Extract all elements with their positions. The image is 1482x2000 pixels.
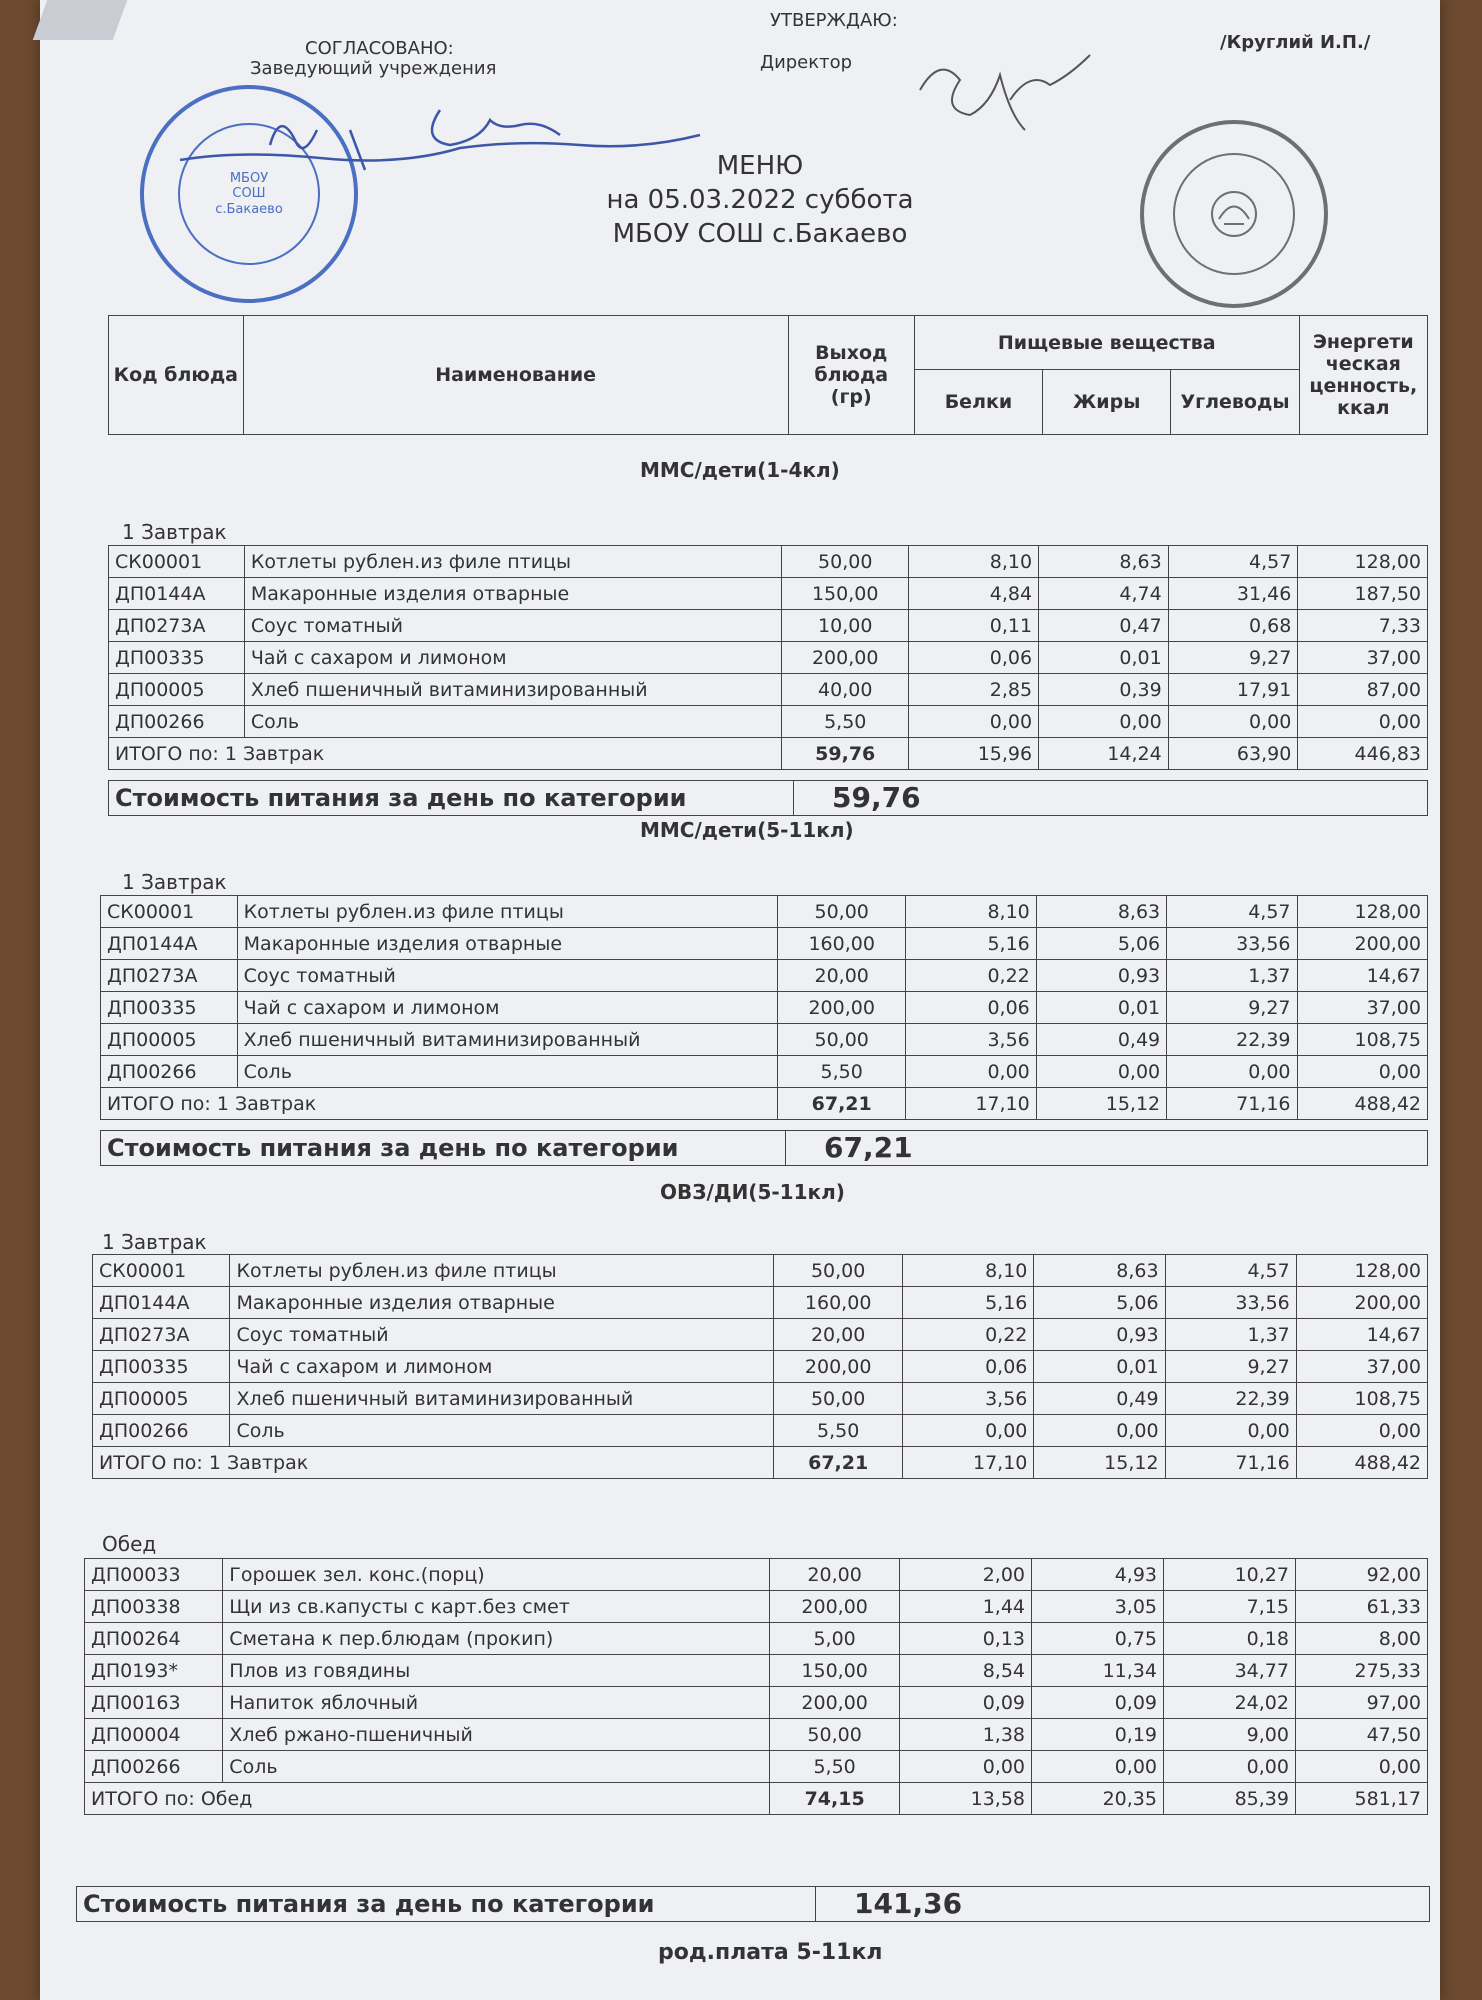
dish-name: Макаронные изделия отварные	[244, 578, 781, 610]
dish-code: ДП00005	[93, 1383, 230, 1415]
dish-fat: 0,01	[1034, 1351, 1165, 1383]
dish-code: ДП00005	[101, 1024, 238, 1056]
table-row	[101, 1056, 1428, 1088]
dish-energy: 14,67	[1296, 1319, 1427, 1351]
dish-fat: 0,09	[1032, 1687, 1164, 1719]
menu-table-section-3-lunch	[84, 1558, 1428, 1815]
dish-carbs: 9,27	[1165, 1351, 1296, 1383]
total-output: 59,76	[781, 738, 909, 770]
dish-name: Плов из говядины	[223, 1655, 770, 1687]
dish-output: 50,00	[778, 896, 906, 928]
meal-title: 1 Завтрак	[122, 520, 227, 544]
dish-output: 200,00	[778, 992, 906, 1024]
dish-name: Щи из св.капусты с карт.без смет	[223, 1591, 770, 1623]
total-row	[93, 1447, 1428, 1479]
table-row	[109, 546, 1428, 578]
dish-energy: 128,00	[1298, 546, 1428, 578]
table-row	[93, 1351, 1428, 1383]
dish-fat: 0,49	[1036, 1024, 1166, 1056]
table-row	[85, 1559, 1428, 1591]
table-row	[109, 578, 1428, 610]
dish-output: 200,00	[781, 642, 909, 674]
dish-name: Хлеб ржано-пшеничный	[223, 1719, 770, 1751]
dish-code: ДП0193*	[85, 1655, 223, 1687]
table-row	[93, 1383, 1428, 1415]
table-row	[101, 992, 1428, 1024]
dish-code: СК00001	[109, 546, 245, 578]
total-label: ИТОГО по: Обед	[85, 1783, 770, 1815]
dish-energy: 37,00	[1297, 992, 1427, 1024]
dish-output: 150,00	[770, 1655, 900, 1687]
dish-fat: 0,39	[1039, 674, 1169, 706]
table-row	[93, 1319, 1428, 1351]
dish-fat: 8,63	[1034, 1255, 1165, 1287]
dish-carbs: 33,56	[1167, 928, 1297, 960]
dish-output: 50,00	[781, 546, 909, 578]
table-row	[93, 1287, 1428, 1319]
approved-left-position: Заведующий учреждения	[250, 58, 497, 79]
table-row	[85, 1623, 1428, 1655]
dish-code: ДП00163	[85, 1687, 223, 1719]
dish-name: Соус томатный	[237, 960, 777, 992]
approved-left-label: СОГЛАСОВАНО:	[305, 38, 454, 59]
meal-title: 1 Завтрак	[102, 1230, 207, 1254]
dish-output: 20,00	[774, 1319, 903, 1351]
total-label: ИТОГО по: 1 Завтрак	[101, 1088, 778, 1120]
dish-carbs: 0,18	[1164, 1623, 1296, 1655]
menu-table-section-1	[108, 545, 1428, 770]
table-row	[85, 1687, 1428, 1719]
dish-protein: 0,00	[900, 1751, 1032, 1783]
dish-name: Горошек зел. конс.(порц)	[223, 1559, 770, 1591]
dish-carbs: 22,39	[1165, 1383, 1296, 1415]
dish-carbs: 9,27	[1168, 642, 1298, 674]
dish-carbs: 4,57	[1167, 896, 1297, 928]
dish-protein: 1,44	[900, 1591, 1032, 1623]
dish-fat: 8,63	[1036, 896, 1166, 928]
dish-energy: 37,00	[1296, 1351, 1427, 1383]
dish-protein: 5,16	[906, 928, 1036, 960]
dish-fat: 0,01	[1039, 642, 1169, 674]
dish-energy: 61,33	[1295, 1591, 1427, 1623]
dish-output: 200,00	[770, 1687, 900, 1719]
dish-code: ДП0273А	[101, 960, 238, 992]
official-stamp-icon	[1140, 120, 1328, 308]
total-energy: 488,42	[1296, 1447, 1427, 1479]
dish-name: Котлеты рублен.из филе птицы	[244, 546, 781, 578]
dish-energy: 37,00	[1298, 642, 1428, 674]
header-name: Наименование	[243, 316, 788, 435]
total-carbs: 71,16	[1167, 1088, 1297, 1120]
dish-output: 50,00	[774, 1255, 903, 1287]
total-carbs: 71,16	[1165, 1447, 1296, 1479]
dish-energy: 0,00	[1295, 1751, 1427, 1783]
approved-right-label: УТВЕРЖДАЮ:	[770, 10, 898, 31]
dish-fat: 4,93	[1032, 1559, 1164, 1591]
dish-code: ДП0273А	[109, 610, 245, 642]
total-protein: 13,58	[900, 1783, 1032, 1815]
dish-name: Хлеб пшеничный витаминизированный	[237, 1024, 777, 1056]
table-row	[109, 706, 1428, 738]
dish-energy: 8,00	[1295, 1623, 1427, 1655]
cost-row	[76, 1886, 1430, 1922]
dish-fat: 0,19	[1032, 1719, 1164, 1751]
total-output: 67,21	[774, 1447, 903, 1479]
dish-fat: 0,00	[1036, 1056, 1166, 1088]
dish-name: Котлеты рублен.из филе птицы	[237, 896, 777, 928]
dish-carbs: 0,68	[1168, 610, 1298, 642]
dish-fat: 0,00	[1034, 1415, 1165, 1447]
dish-fat: 3,05	[1032, 1591, 1164, 1623]
total-fat: 14,24	[1039, 738, 1169, 770]
dish-carbs: 33,56	[1165, 1287, 1296, 1319]
footer-note: род.плата 5-11кл	[658, 1940, 883, 1965]
total-protein: 17,10	[903, 1447, 1034, 1479]
table-row	[109, 674, 1428, 706]
dish-code: ДП00004	[85, 1719, 223, 1751]
dish-carbs: 0,00	[1167, 1056, 1297, 1088]
dish-name: Макаронные изделия отварные	[230, 1287, 774, 1319]
header-energy: Энергети ческая ценность, ккал	[1299, 316, 1427, 435]
total-label: ИТОГО по: 1 Завтрак	[109, 738, 782, 770]
dish-code: ДП00335	[109, 642, 245, 674]
dish-name: Чай с сахаром и лимоном	[244, 642, 781, 674]
total-energy: 488,42	[1297, 1088, 1427, 1120]
dish-protein: 0,06	[903, 1351, 1034, 1383]
dish-fat: 0,01	[1036, 992, 1166, 1024]
title-line-school: МБОУ СОШ с.Бакаево	[612, 218, 908, 249]
dish-fat: 0,75	[1032, 1623, 1164, 1655]
meal-title-lunch: Обед	[102, 1532, 157, 1556]
dish-carbs: 4,57	[1165, 1255, 1296, 1287]
dish-protein: 0,22	[906, 960, 1036, 992]
dish-fat: 0,93	[1034, 1319, 1165, 1351]
dish-energy: 108,75	[1297, 1024, 1427, 1056]
table-row	[85, 1591, 1428, 1623]
total-row	[101, 1088, 1428, 1120]
dish-energy: 275,33	[1295, 1655, 1427, 1687]
cost-label: Стоимость питания за день по категории	[77, 1887, 816, 1921]
dish-output: 10,00	[781, 610, 909, 642]
dish-protein: 1,38	[900, 1719, 1032, 1751]
total-output: 67,21	[778, 1088, 906, 1120]
dish-protein: 8,10	[909, 546, 1039, 578]
dish-name: Макаронные изделия отварные	[237, 928, 777, 960]
dish-output: 5,50	[778, 1056, 906, 1088]
dish-output: 5,50	[770, 1751, 900, 1783]
dish-code: ДП00266	[93, 1415, 230, 1447]
dish-fat: 0,47	[1039, 610, 1169, 642]
table-row	[109, 642, 1428, 674]
dish-output: 20,00	[778, 960, 906, 992]
dish-energy: 0,00	[1297, 1056, 1427, 1088]
dish-protein: 2,85	[909, 674, 1039, 706]
dish-protein: 8,10	[903, 1255, 1034, 1287]
dish-protein: 8,54	[900, 1655, 1032, 1687]
total-fat: 15,12	[1036, 1088, 1166, 1120]
table-row	[85, 1655, 1428, 1687]
dish-code: СК00001	[93, 1255, 230, 1287]
header-carbs: Углеводы	[1171, 370, 1299, 435]
menu-table-section-2	[100, 895, 1428, 1120]
table-row	[93, 1415, 1428, 1447]
dish-fat: 0,00	[1032, 1751, 1164, 1783]
dish-code: ДП00005	[109, 674, 245, 706]
meal-title: 1 Завтрак	[122, 870, 227, 894]
column-header-table	[108, 315, 1428, 435]
dish-energy: 87,00	[1298, 674, 1428, 706]
dish-code: ДП0144А	[93, 1287, 230, 1319]
dish-energy: 14,67	[1297, 960, 1427, 992]
signature-director-icon	[900, 50, 1100, 140]
dish-carbs: 24,02	[1164, 1687, 1296, 1719]
dish-protein: 0,06	[906, 992, 1036, 1024]
dish-protein: 5,16	[903, 1287, 1034, 1319]
dish-code: ДП0273А	[93, 1319, 230, 1351]
dish-output: 50,00	[774, 1383, 903, 1415]
dish-output: 160,00	[774, 1287, 903, 1319]
dish-fat: 11,34	[1032, 1655, 1164, 1687]
cost-row	[108, 780, 1428, 816]
dish-carbs: 0,00	[1165, 1415, 1296, 1447]
dish-carbs: 17,91	[1168, 674, 1298, 706]
total-protein: 17,10	[906, 1088, 1036, 1120]
stamp-emblem-icon	[1173, 153, 1296, 276]
dish-name: Соус томатный	[230, 1319, 774, 1351]
dish-carbs: 0,00	[1164, 1751, 1296, 1783]
dish-protein: 0,13	[900, 1623, 1032, 1655]
dish-energy: 128,00	[1296, 1255, 1427, 1287]
dish-protein: 3,56	[906, 1024, 1036, 1056]
dish-code: ДП00335	[93, 1351, 230, 1383]
dish-name: Котлеты рублен.из филе птицы	[230, 1255, 774, 1287]
dish-energy: 187,50	[1298, 578, 1428, 610]
total-row	[85, 1783, 1428, 1815]
dish-name: Сметана к пер.блюдам (прокип)	[223, 1623, 770, 1655]
total-label: ИТОГО по: 1 Завтрак	[93, 1447, 774, 1479]
stamp-inner-ring: МБОУ СОШ с.Бакаево	[178, 123, 321, 266]
section-title: ММС/дети(5-11кл)	[640, 818, 854, 842]
table-row	[101, 960, 1428, 992]
cost-value: 59,76	[832, 781, 921, 814]
dish-energy: 47,50	[1295, 1719, 1427, 1751]
total-protein: 15,96	[909, 738, 1039, 770]
header-code: Код блюда	[109, 316, 244, 435]
dish-output: 5,00	[770, 1623, 900, 1655]
dish-name: Соус томатный	[244, 610, 781, 642]
paper-corner	[33, 0, 128, 40]
dish-output: 50,00	[770, 1719, 900, 1751]
total-output: 74,15	[770, 1783, 900, 1815]
dish-protein: 8,10	[906, 896, 1036, 928]
dish-output: 160,00	[778, 928, 906, 960]
dish-output: 150,00	[781, 578, 909, 610]
dish-carbs: 31,46	[1168, 578, 1298, 610]
dish-name: Чай с сахаром и лимоном	[230, 1351, 774, 1383]
dish-code: ДП0144А	[109, 578, 245, 610]
dish-energy: 97,00	[1295, 1687, 1427, 1719]
table-row	[101, 1024, 1428, 1056]
dish-protein: 4,84	[909, 578, 1039, 610]
dish-carbs: 22,39	[1167, 1024, 1297, 1056]
dish-protein: 0,00	[903, 1415, 1034, 1447]
dish-code: ДП00264	[85, 1623, 223, 1655]
dish-output: 200,00	[770, 1591, 900, 1623]
table-row	[93, 1255, 1428, 1287]
menu-sheet	[40, 0, 1440, 2000]
dish-output: 200,00	[774, 1351, 903, 1383]
dish-name: Хлеб пшеничный витаминизированный	[244, 674, 781, 706]
dish-code: ДП00338	[85, 1591, 223, 1623]
title-line-menu: МЕНЮ	[716, 151, 804, 181]
dish-output: 50,00	[778, 1024, 906, 1056]
dish-fat: 0,49	[1034, 1383, 1165, 1415]
dish-carbs: 10,27	[1164, 1559, 1296, 1591]
total-energy: 581,17	[1295, 1783, 1427, 1815]
dish-energy: 7,33	[1298, 610, 1428, 642]
dish-protein: 0,11	[909, 610, 1039, 642]
section-title: ОВЗ/ДИ(5-11кл)	[660, 1180, 845, 1204]
approved-right-position: Директор	[760, 52, 853, 73]
dish-carbs: 34,77	[1164, 1655, 1296, 1687]
dish-name: Чай с сахаром и лимоном	[237, 992, 777, 1024]
dish-carbs: 1,37	[1167, 960, 1297, 992]
total-carbs: 63,90	[1168, 738, 1298, 770]
dish-fat: 0,93	[1036, 960, 1166, 992]
director-name: /Круглий И.П./	[1220, 32, 1371, 53]
dish-energy: 0,00	[1296, 1415, 1427, 1447]
dish-protein: 3,56	[903, 1383, 1034, 1415]
dish-code: ДП00266	[109, 706, 245, 738]
dish-carbs: 4,57	[1168, 546, 1298, 578]
dish-output: 5,50	[774, 1415, 903, 1447]
menu-title	[560, 150, 960, 251]
dish-code: ДП00266	[85, 1751, 223, 1783]
dish-code: ДП0144А	[101, 928, 238, 960]
cost-value: 67,21	[824, 1131, 913, 1164]
dish-name: Соль	[223, 1751, 770, 1783]
total-fat: 15,12	[1034, 1447, 1165, 1479]
total-energy: 446,83	[1298, 738, 1428, 770]
dish-name: Соль	[230, 1415, 774, 1447]
dish-code: СК00001	[101, 896, 238, 928]
dish-fat: 5,06	[1034, 1287, 1165, 1319]
dish-carbs: 9,27	[1167, 992, 1297, 1024]
dish-fat: 5,06	[1036, 928, 1166, 960]
dish-energy: 108,75	[1296, 1383, 1427, 1415]
dish-carbs: 1,37	[1165, 1319, 1296, 1351]
header-output: Выход блюда (гр)	[788, 316, 914, 435]
dish-output: 20,00	[770, 1559, 900, 1591]
dish-protein: 0,00	[909, 706, 1039, 738]
dish-protein: 0,06	[909, 642, 1039, 674]
dish-energy: 92,00	[1295, 1559, 1427, 1591]
section-title: ММС/дети(1-4кл)	[640, 458, 840, 482]
dish-code: ДП00266	[101, 1056, 238, 1088]
dish-name: Соль	[237, 1056, 777, 1088]
dish-name: Соль	[244, 706, 781, 738]
cost-label: Стоимость питания за день по категории	[101, 1131, 786, 1165]
table-row	[109, 610, 1428, 642]
dish-output: 5,50	[781, 706, 909, 738]
cost-label: Стоимость питания за день по категории	[109, 781, 794, 815]
dish-code: ДП00335	[101, 992, 238, 1024]
dish-fat: 8,63	[1039, 546, 1169, 578]
total-row	[109, 738, 1428, 770]
dish-carbs: 0,00	[1168, 706, 1298, 738]
dish-protein: 0,00	[906, 1056, 1036, 1088]
title-line-date: на 05.03.2022 суббота	[606, 184, 914, 215]
header-protein: Белки	[914, 370, 1042, 435]
dish-name: Напиток яблочный	[223, 1687, 770, 1719]
total-carbs: 85,39	[1164, 1783, 1296, 1815]
cost-row	[100, 1130, 1428, 1166]
dish-energy: 200,00	[1297, 928, 1427, 960]
header-nutrients: Пищевые вещества	[914, 316, 1299, 370]
dish-protein: 0,22	[903, 1319, 1034, 1351]
cost-value: 141,36	[854, 1887, 963, 1920]
menu-table-section-3-breakfast	[92, 1254, 1428, 1479]
total-fat: 20,35	[1032, 1783, 1164, 1815]
table-row	[85, 1719, 1428, 1751]
dish-name: Хлеб пшеничный витаминизированный	[230, 1383, 774, 1415]
dish-fat: 0,00	[1039, 706, 1169, 738]
table-row	[101, 928, 1428, 960]
dish-code: ДП00033	[85, 1559, 223, 1591]
table-row	[101, 896, 1428, 928]
header-fat: Жиры	[1043, 370, 1171, 435]
dish-output: 40,00	[781, 674, 909, 706]
dish-carbs: 7,15	[1164, 1591, 1296, 1623]
dish-energy: 128,00	[1297, 896, 1427, 928]
table-row	[85, 1751, 1428, 1783]
dish-protein: 2,00	[900, 1559, 1032, 1591]
dish-carbs: 9,00	[1164, 1719, 1296, 1751]
dish-protein: 0,09	[900, 1687, 1032, 1719]
dish-energy: 0,00	[1298, 706, 1428, 738]
dish-energy: 200,00	[1296, 1287, 1427, 1319]
dish-fat: 4,74	[1039, 578, 1169, 610]
